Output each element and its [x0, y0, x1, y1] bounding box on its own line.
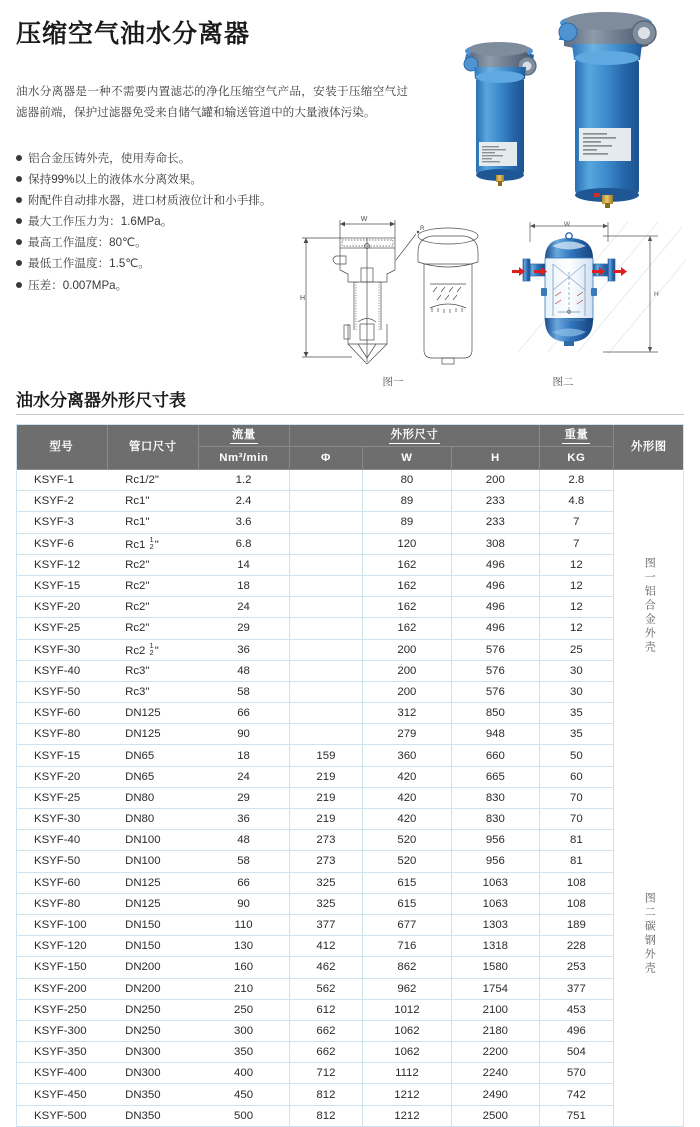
cell-h: 576: [451, 660, 539, 681]
cell-phi: 273: [289, 851, 363, 872]
cell-phi: 219: [289, 787, 363, 808]
cell-flow: 350: [198, 1042, 289, 1063]
cell-w: 1212: [363, 1105, 451, 1126]
table-row: [16, 766, 684, 787]
cell-flow: 90: [198, 724, 289, 745]
cell-h: 956: [451, 851, 539, 872]
cell-pipe-size: DN65: [107, 745, 198, 766]
cell-model: KSYF-12: [16, 554, 107, 575]
cell-model: KSYF-15: [16, 575, 107, 596]
fig2-h-label: H: [654, 291, 659, 298]
cell-h: 2100: [451, 999, 539, 1020]
cell-phi: [289, 554, 363, 575]
cell-model: KSYF-60: [16, 703, 107, 724]
table-head: [16, 424, 684, 470]
cell-weight: 496: [540, 1020, 614, 1041]
cell-w: 162: [363, 575, 451, 596]
cell-h: 948: [451, 724, 539, 745]
cell-w: 716: [363, 936, 451, 957]
cell-model: KSYF-400: [16, 1063, 107, 1084]
feature-item: 压差：0.007MPa。: [16, 275, 316, 296]
cell-model: KSYF-50: [16, 851, 107, 872]
table-row: [16, 787, 684, 808]
cell-pipe-size: DN250: [107, 1020, 198, 1041]
cell-phi: 325: [289, 893, 363, 914]
cell-h: 850: [451, 703, 539, 724]
cell-phi: 812: [289, 1084, 363, 1105]
cell-model: KSYF-30: [16, 639, 107, 660]
cell-flow: 48: [198, 830, 289, 851]
table-row: [16, 703, 684, 724]
table-row: [16, 914, 684, 935]
cell-w: 1212: [363, 1084, 451, 1105]
table-row: [16, 681, 684, 702]
cell-phi: 273: [289, 830, 363, 851]
cell-model: KSYF-60: [16, 872, 107, 893]
cell-phi: 812: [289, 1105, 363, 1126]
cell-flow: 29: [198, 787, 289, 808]
cell-model: KSYF-450: [16, 1084, 107, 1105]
cell-phi: [289, 470, 363, 491]
cell-h: 233: [451, 512, 539, 533]
cell-weight: 751: [540, 1105, 614, 1126]
cell-pipe-size: DN125: [107, 872, 198, 893]
cell-h: 576: [451, 681, 539, 702]
table-row: [16, 957, 684, 978]
cell-flow: 2.4: [198, 491, 289, 512]
feature-list: [16, 148, 316, 296]
cell-weight: 108: [540, 872, 614, 893]
table-row: [16, 554, 684, 575]
cell-model: KSYF-15: [16, 745, 107, 766]
cell-weight: 12: [540, 575, 614, 596]
cell-h: 496: [451, 575, 539, 596]
fig2-phi-label: Φ: [566, 310, 572, 316]
table-row: [16, 745, 684, 766]
cell-pipe-size: DN80: [107, 809, 198, 830]
cell-flow: 48: [198, 660, 289, 681]
table-row: [16, 491, 684, 512]
cell-w: 862: [363, 957, 451, 978]
cell-model: KSYF-6: [16, 533, 107, 554]
cell-h: 830: [451, 809, 539, 830]
cell-flow: 24: [198, 766, 289, 787]
cell-phi: [289, 533, 363, 554]
feature-item: 最大工作压力为：1.6MPa。: [16, 211, 316, 232]
product-intro-paragraph: 油水分离器是一种不需要内置滤芯的净化压缩空气产品，安装于压缩空气过滤器前端，保护过滤器免受来自储气罐和输送管道中的大量液体污染。: [16, 85, 408, 119]
cell-weight: 453: [540, 999, 614, 1020]
cell-w: 89: [363, 491, 451, 512]
cell-pipe-size: DN65: [107, 766, 198, 787]
cell-model: KSYF-25: [16, 618, 107, 639]
col-weight-group: [540, 424, 614, 447]
cell-phi: 662: [289, 1042, 363, 1063]
cell-flow: 130: [198, 936, 289, 957]
table-body: [16, 470, 684, 1127]
cell-pipe-size: DN200: [107, 957, 198, 978]
cell-phi: 325: [289, 872, 363, 893]
cell-flow: 6.8: [198, 533, 289, 554]
cell-model: KSYF-20: [16, 766, 107, 787]
product-photo: [426, 4, 694, 209]
cell-phi: [289, 597, 363, 618]
cell-w: 162: [363, 554, 451, 575]
cell-phi: [289, 512, 363, 533]
cell-pipe-size: Rc3": [107, 660, 198, 681]
table-section-title: 油水分离器外形尺寸表: [16, 391, 186, 410]
col-flow-group-label: 流量: [230, 427, 258, 444]
table-row: [16, 1042, 684, 1063]
table-row: [16, 470, 684, 491]
cell-pipe-size: Rc2": [107, 597, 198, 618]
cell-phi: [289, 703, 363, 724]
cell-h: 1063: [451, 893, 539, 914]
table-row: [16, 936, 684, 957]
fig1-r-label: R: [420, 226, 425, 232]
cell-model: KSYF-25: [16, 787, 107, 808]
cell-pipe-size: Rc3": [107, 681, 198, 702]
cell-h: 665: [451, 766, 539, 787]
cell-pipe-size: Rc1/2": [107, 470, 198, 491]
cell-weight: 30: [540, 681, 614, 702]
cell-flow: 450: [198, 1084, 289, 1105]
cell-flow: 400: [198, 1063, 289, 1084]
cell-w: 520: [363, 830, 451, 851]
feature-item: 保持99%以上的液体水分离效果。: [16, 169, 316, 190]
cell-pipe-size: Rc2 1 2 ": [107, 639, 198, 660]
col-w: W: [363, 447, 451, 470]
table-row: [16, 978, 684, 999]
cell-flow: 58: [198, 681, 289, 702]
cell-weight: 81: [540, 851, 614, 872]
cell-w: 615: [363, 893, 451, 914]
cell-weight: 253: [540, 957, 614, 978]
cell-h: 1754: [451, 978, 539, 999]
cell-pipe-size: DN300: [107, 1063, 198, 1084]
cell-pipe-size: DN80: [107, 787, 198, 808]
cell-model: KSYF-300: [16, 1020, 107, 1041]
cell-w: 162: [363, 618, 451, 639]
cell-w: 279: [363, 724, 451, 745]
cell-weight: 60: [540, 766, 614, 787]
cell-pipe-size: Rc2": [107, 618, 198, 639]
cell-weight: 12: [540, 554, 614, 575]
cell-h: 496: [451, 618, 539, 639]
cell-model: KSYF-3: [16, 512, 107, 533]
cell-flow: 160: [198, 957, 289, 978]
table-row: [16, 1084, 684, 1105]
product-header-section: [0, 0, 700, 395]
cell-flow: 250: [198, 999, 289, 1020]
col-weight-unit: KG: [540, 447, 614, 470]
cell-model: KSYF-80: [16, 724, 107, 745]
table-row: [16, 575, 684, 596]
cell-w: 420: [363, 766, 451, 787]
cell-pipe-size: Rc2": [107, 554, 198, 575]
col-dims-group-label: 外形尺寸: [389, 427, 441, 444]
cell-model: KSYF-50: [16, 681, 107, 702]
table-row: [16, 597, 684, 618]
cell-weight: 70: [540, 809, 614, 830]
cell-flow: 58: [198, 851, 289, 872]
feature-item: 最高工作温度：80℃。: [16, 232, 316, 253]
cell-phi: 712: [289, 1063, 363, 1084]
cell-phi: 462: [289, 957, 363, 978]
cell-weight: 7: [540, 512, 614, 533]
cell-h: 2200: [451, 1042, 539, 1063]
cell-h: 2490: [451, 1084, 539, 1105]
cell-weight: 50: [540, 745, 614, 766]
figure-2-caption: 图二: [552, 376, 574, 388]
cell-h: 496: [451, 597, 539, 618]
cell-h: 956: [451, 830, 539, 851]
cell-w: 677: [363, 914, 451, 935]
feature-item: 附配件自动排水器，进口材质液位计和小手排。: [16, 190, 316, 211]
cell-pipe-size: DN125: [107, 724, 198, 745]
col-model: 型号: [16, 424, 107, 470]
figure-1-drawing: [292, 212, 497, 377]
col-weight-group-label: 重量: [562, 427, 590, 444]
cell-phi: 662: [289, 1020, 363, 1041]
cell-pipe-size: DN150: [107, 936, 198, 957]
cell-model: KSYF-40: [16, 830, 107, 851]
cell-model: KSYF-20: [16, 597, 107, 618]
col-flow-unit: Nm³/min: [198, 447, 289, 470]
cell-phi: 562: [289, 978, 363, 999]
cell-flow: 300: [198, 1020, 289, 1041]
cell-phi: [289, 639, 363, 660]
cell-model: KSYF-120: [16, 936, 107, 957]
cell-phi: 159: [289, 745, 363, 766]
cell-flow: 90: [198, 893, 289, 914]
cell-phi: [289, 724, 363, 745]
col-dims-group: [289, 424, 539, 447]
cell-flow: 36: [198, 639, 289, 660]
cell-weight: 377: [540, 978, 614, 999]
cell-w: 1062: [363, 1042, 451, 1063]
cell-weight: 30: [540, 660, 614, 681]
drawing-label-text: 图二碳钢外壳: [643, 892, 656, 977]
cell-w: 80: [363, 470, 451, 491]
cell-flow: 36: [198, 809, 289, 830]
col-pipe-size: 管口尺寸: [107, 424, 198, 470]
cell-flow: 14: [198, 554, 289, 575]
cell-phi: [289, 681, 363, 702]
section-divider: [16, 414, 684, 415]
cell-flow: 210: [198, 978, 289, 999]
cell-weight: 7: [540, 533, 614, 554]
cell-weight: 25: [540, 639, 614, 660]
cell-flow: 3.6: [198, 512, 289, 533]
cell-pipe-size: Rc1": [107, 512, 198, 533]
cell-weight: 504: [540, 1042, 614, 1063]
cell-pipe-size: Rc1 1 2 ": [107, 533, 198, 554]
cell-flow: 110: [198, 914, 289, 935]
cell-pipe-size: DN250: [107, 999, 198, 1020]
cell-flow: 66: [198, 703, 289, 724]
cell-weight: 742: [540, 1084, 614, 1105]
feature-item: 铝合金压铸外壳，使用寿命长。: [16, 148, 316, 169]
cell-flow: 18: [198, 745, 289, 766]
table-row: [16, 724, 684, 745]
figure-1-caption: 图一: [382, 376, 404, 388]
cell-model: KSYF-80: [16, 893, 107, 914]
cell-flow: 24: [198, 597, 289, 618]
page-title: 压缩空气油水分离器: [16, 20, 251, 48]
col-h: H: [451, 447, 539, 470]
cell-phi: 219: [289, 809, 363, 830]
pipe-size-fraction: 1 2: [149, 641, 154, 658]
cell-pipe-size: DN350: [107, 1105, 198, 1126]
product-unit-large: [559, 12, 656, 208]
cell-weight: 2.8: [540, 470, 614, 491]
cell-w: 200: [363, 639, 451, 660]
cell-pipe-size: DN350: [107, 1084, 198, 1105]
table-row: [16, 830, 684, 851]
cell-h: 576: [451, 639, 539, 660]
cell-phi: [289, 618, 363, 639]
cell-w: 1012: [363, 999, 451, 1020]
table-row: [16, 1020, 684, 1041]
table-row: [16, 512, 684, 533]
cell-drawing-label: [613, 470, 684, 745]
fig1-w-label: W: [360, 216, 368, 223]
col-drawing: 外形图: [613, 424, 684, 470]
cell-w: 120: [363, 533, 451, 554]
cell-w: 162: [363, 597, 451, 618]
cell-w: 200: [363, 681, 451, 702]
cell-flow: 18: [198, 575, 289, 596]
col-flow-group: [198, 424, 289, 447]
cell-w: 89: [363, 512, 451, 533]
cell-flow: 500: [198, 1105, 289, 1126]
cell-flow: 29: [198, 618, 289, 639]
fig2-w-label: W: [563, 221, 571, 228]
cell-h: 2500: [451, 1105, 539, 1126]
cell-h: 1063: [451, 872, 539, 893]
table-row: [16, 1105, 684, 1126]
cell-pipe-size: DN125: [107, 703, 198, 724]
cell-model: KSYF-150: [16, 957, 107, 978]
table-row: [16, 618, 684, 639]
cell-w: 1062: [363, 1020, 451, 1041]
cell-weight: 4.8: [540, 491, 614, 512]
cell-weight: 35: [540, 724, 614, 745]
cell-weight: 570: [540, 1063, 614, 1084]
cell-pipe-size: DN150: [107, 914, 198, 935]
cell-h: 200: [451, 470, 539, 491]
dimension-table: [16, 424, 684, 1127]
cell-weight: 228: [540, 936, 614, 957]
cell-pipe-size: Rc1": [107, 491, 198, 512]
pipe-size-fraction: 1 2: [149, 535, 154, 552]
table-row: [16, 893, 684, 914]
cell-h: 1580: [451, 957, 539, 978]
cell-w: 420: [363, 787, 451, 808]
cell-drawing-label: [613, 745, 684, 1126]
cell-weight: 35: [540, 703, 614, 724]
cell-w: 1112: [363, 1063, 451, 1084]
cell-h: 660: [451, 745, 539, 766]
table-row: [16, 533, 684, 554]
feature-item: 最低工作温度：1.5℃。: [16, 253, 316, 274]
cell-h: 233: [451, 491, 539, 512]
cell-model: KSYF-100: [16, 914, 107, 935]
cell-model: KSYF-200: [16, 978, 107, 999]
product-unit-small: [464, 42, 536, 186]
cell-model: KSYF-500: [16, 1105, 107, 1126]
cell-weight: 189: [540, 914, 614, 935]
cell-phi: [289, 575, 363, 596]
cell-weight: 70: [540, 787, 614, 808]
cell-h: 2180: [451, 1020, 539, 1041]
cell-model: KSYF-1: [16, 470, 107, 491]
fig1-h-label: H: [300, 295, 306, 302]
cell-model: KSYF-350: [16, 1042, 107, 1063]
cell-phi: [289, 491, 363, 512]
cell-w: 520: [363, 851, 451, 872]
cell-pipe-size: DN100: [107, 830, 198, 851]
cell-pipe-size: DN125: [107, 893, 198, 914]
cell-phi: 219: [289, 766, 363, 787]
cell-w: 962: [363, 978, 451, 999]
table-row: [16, 809, 684, 830]
cell-pipe-size: DN200: [107, 978, 198, 999]
cell-h: 1303: [451, 914, 539, 935]
table-row: [16, 660, 684, 681]
table-row: [16, 872, 684, 893]
cell-w: 312: [363, 703, 451, 724]
cell-h: 830: [451, 787, 539, 808]
cell-weight: 108: [540, 893, 614, 914]
table-row: [16, 851, 684, 872]
cell-w: 200: [363, 660, 451, 681]
cell-phi: 612: [289, 999, 363, 1020]
cell-pipe-size: Rc2": [107, 575, 198, 596]
cell-model: KSYF-40: [16, 660, 107, 681]
dimension-table-wrap: [16, 424, 684, 1127]
table-row: [16, 639, 684, 660]
cell-h: 1318: [451, 936, 539, 957]
cell-weight: 12: [540, 618, 614, 639]
cell-h: 308: [451, 533, 539, 554]
cell-weight: 81: [540, 830, 614, 851]
drawing-label-text: 图一铝合金外壳: [643, 556, 656, 655]
cell-phi: [289, 660, 363, 681]
cell-pipe-size: DN100: [107, 851, 198, 872]
figure-2-drawing: [508, 212, 688, 377]
cell-model: KSYF-2: [16, 491, 107, 512]
cell-h: 2240: [451, 1063, 539, 1084]
table-row: [16, 999, 684, 1020]
cell-model: KSYF-250: [16, 999, 107, 1020]
cell-w: 615: [363, 872, 451, 893]
cell-pipe-size: DN300: [107, 1042, 198, 1063]
table-head-row-1: [16, 424, 684, 447]
cell-w: 420: [363, 809, 451, 830]
cell-phi: 412: [289, 936, 363, 957]
cell-w: 360: [363, 745, 451, 766]
table-row: [16, 1063, 684, 1084]
cell-model: KSYF-30: [16, 809, 107, 830]
cell-flow: 66: [198, 872, 289, 893]
cell-phi: 377: [289, 914, 363, 935]
col-phi: Φ: [289, 447, 363, 470]
cell-h: 496: [451, 554, 539, 575]
cell-flow: 1.2: [198, 470, 289, 491]
cell-weight: 12: [540, 597, 614, 618]
